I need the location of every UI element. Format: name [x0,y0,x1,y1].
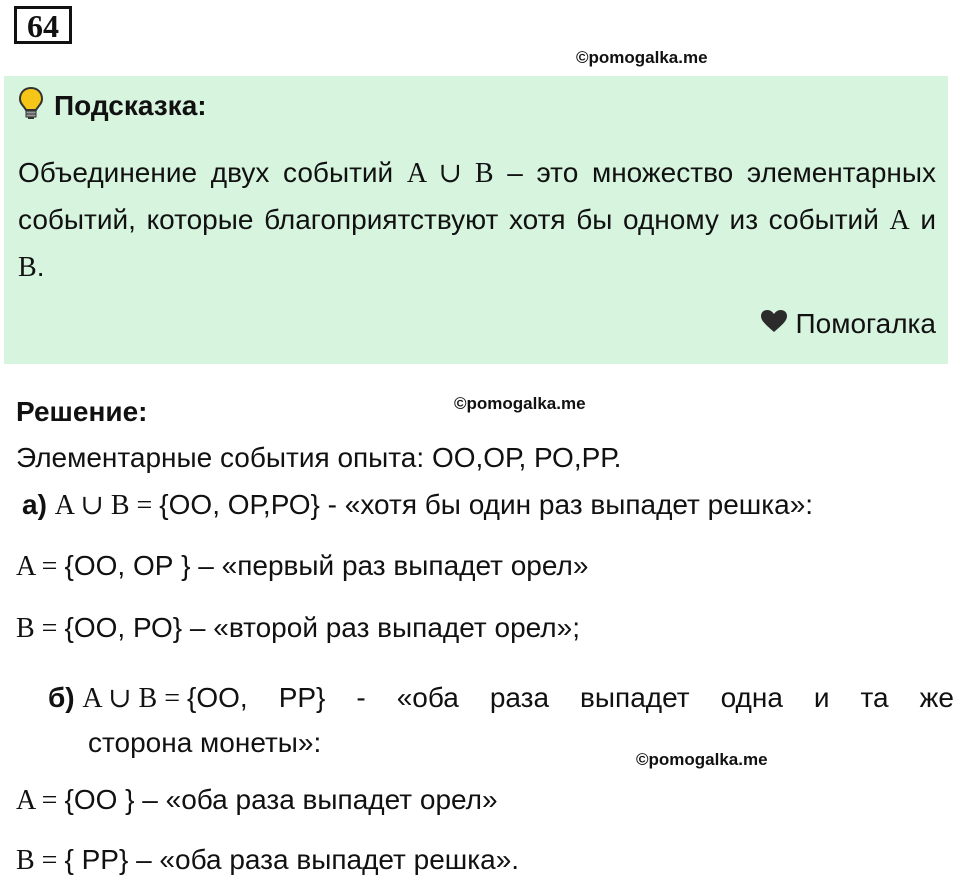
solution-heading: Решение: [16,396,148,427]
b-set-b-line [16,844,519,877]
b-set-b-math: B = [16,845,65,876]
a-set-b-line [16,612,580,645]
watermark: ©pomogalka.me [636,750,768,769]
heart-icon [760,308,788,340]
part-b-word: {ОО, [187,682,248,713]
part-b-label: б) [48,682,75,713]
a-set-b-math: B = [16,613,65,644]
hint-title: Подсказка: [54,90,207,121]
hint-signature [760,308,936,340]
part-b-word: выпадет [580,682,690,713]
b-set-b-text: { РР} – «оба раза выпадет решка». [64,844,520,875]
hint-math-b: B [18,252,37,283]
part-b-block [48,676,954,765]
hint-text-part: и [909,204,937,235]
lightbulb-icon [18,86,44,127]
hint-header [18,88,207,124]
part-b-word: - [356,682,366,713]
a-set-a-math: A = [16,551,65,582]
hint-text-part: – это множество элементарных событий, которые благоприятствуют хотя бы одному из событий [18,157,937,235]
b-set-a-text: {ОО } – «оба раза выпадет орел» [64,784,498,815]
signature-text: Помогалка [795,308,936,339]
part-b-line1 [48,676,954,721]
a-set-b-text: {ОО, РО} – «второй раз выпадет орел»; [64,612,580,643]
part-a-label: а) [22,489,47,520]
hint-math-a: A [889,205,910,236]
part-a-text: {ОО, ОР,РО} - «хотя бы один раз выпадет решка»: [159,489,814,520]
a-set-a-line [16,550,588,583]
part-b-word: «оба [396,682,459,713]
hint-text-part: Объединение двух событий [18,157,407,188]
part-b-word: РР} [278,682,326,713]
part-b-line2: сторона монеты»: [88,727,322,758]
hint-box [4,76,948,364]
part-b-word: одна [720,682,783,713]
solution-intro: Элементарные события опыта: ОО,ОР, РО,РР. [16,442,622,473]
part-b-math: A ∪ B = [82,683,188,714]
task-number: 64 [14,6,72,44]
hint-math-union: A ∪ B [406,158,494,189]
part-b-word: же [919,682,954,713]
part-a-line [22,488,813,522]
part-b-word: и [813,682,830,713]
a-set-a-text: {ОО, ОР } – «первый раз выпадет орел» [64,550,589,581]
part-b-head [48,676,248,721]
watermark: ©pomogalka.me [454,394,586,413]
part-b-word: раза [489,682,550,713]
hint-text [18,150,936,291]
watermark: ©pomogalka.me [576,48,708,67]
part-b-word: та [860,682,889,713]
b-set-a-math: A = [16,785,65,816]
b-set-a-line [16,784,498,817]
part-a-math: A ∪ B = [54,490,160,521]
hint-text-part: . [36,251,45,282]
